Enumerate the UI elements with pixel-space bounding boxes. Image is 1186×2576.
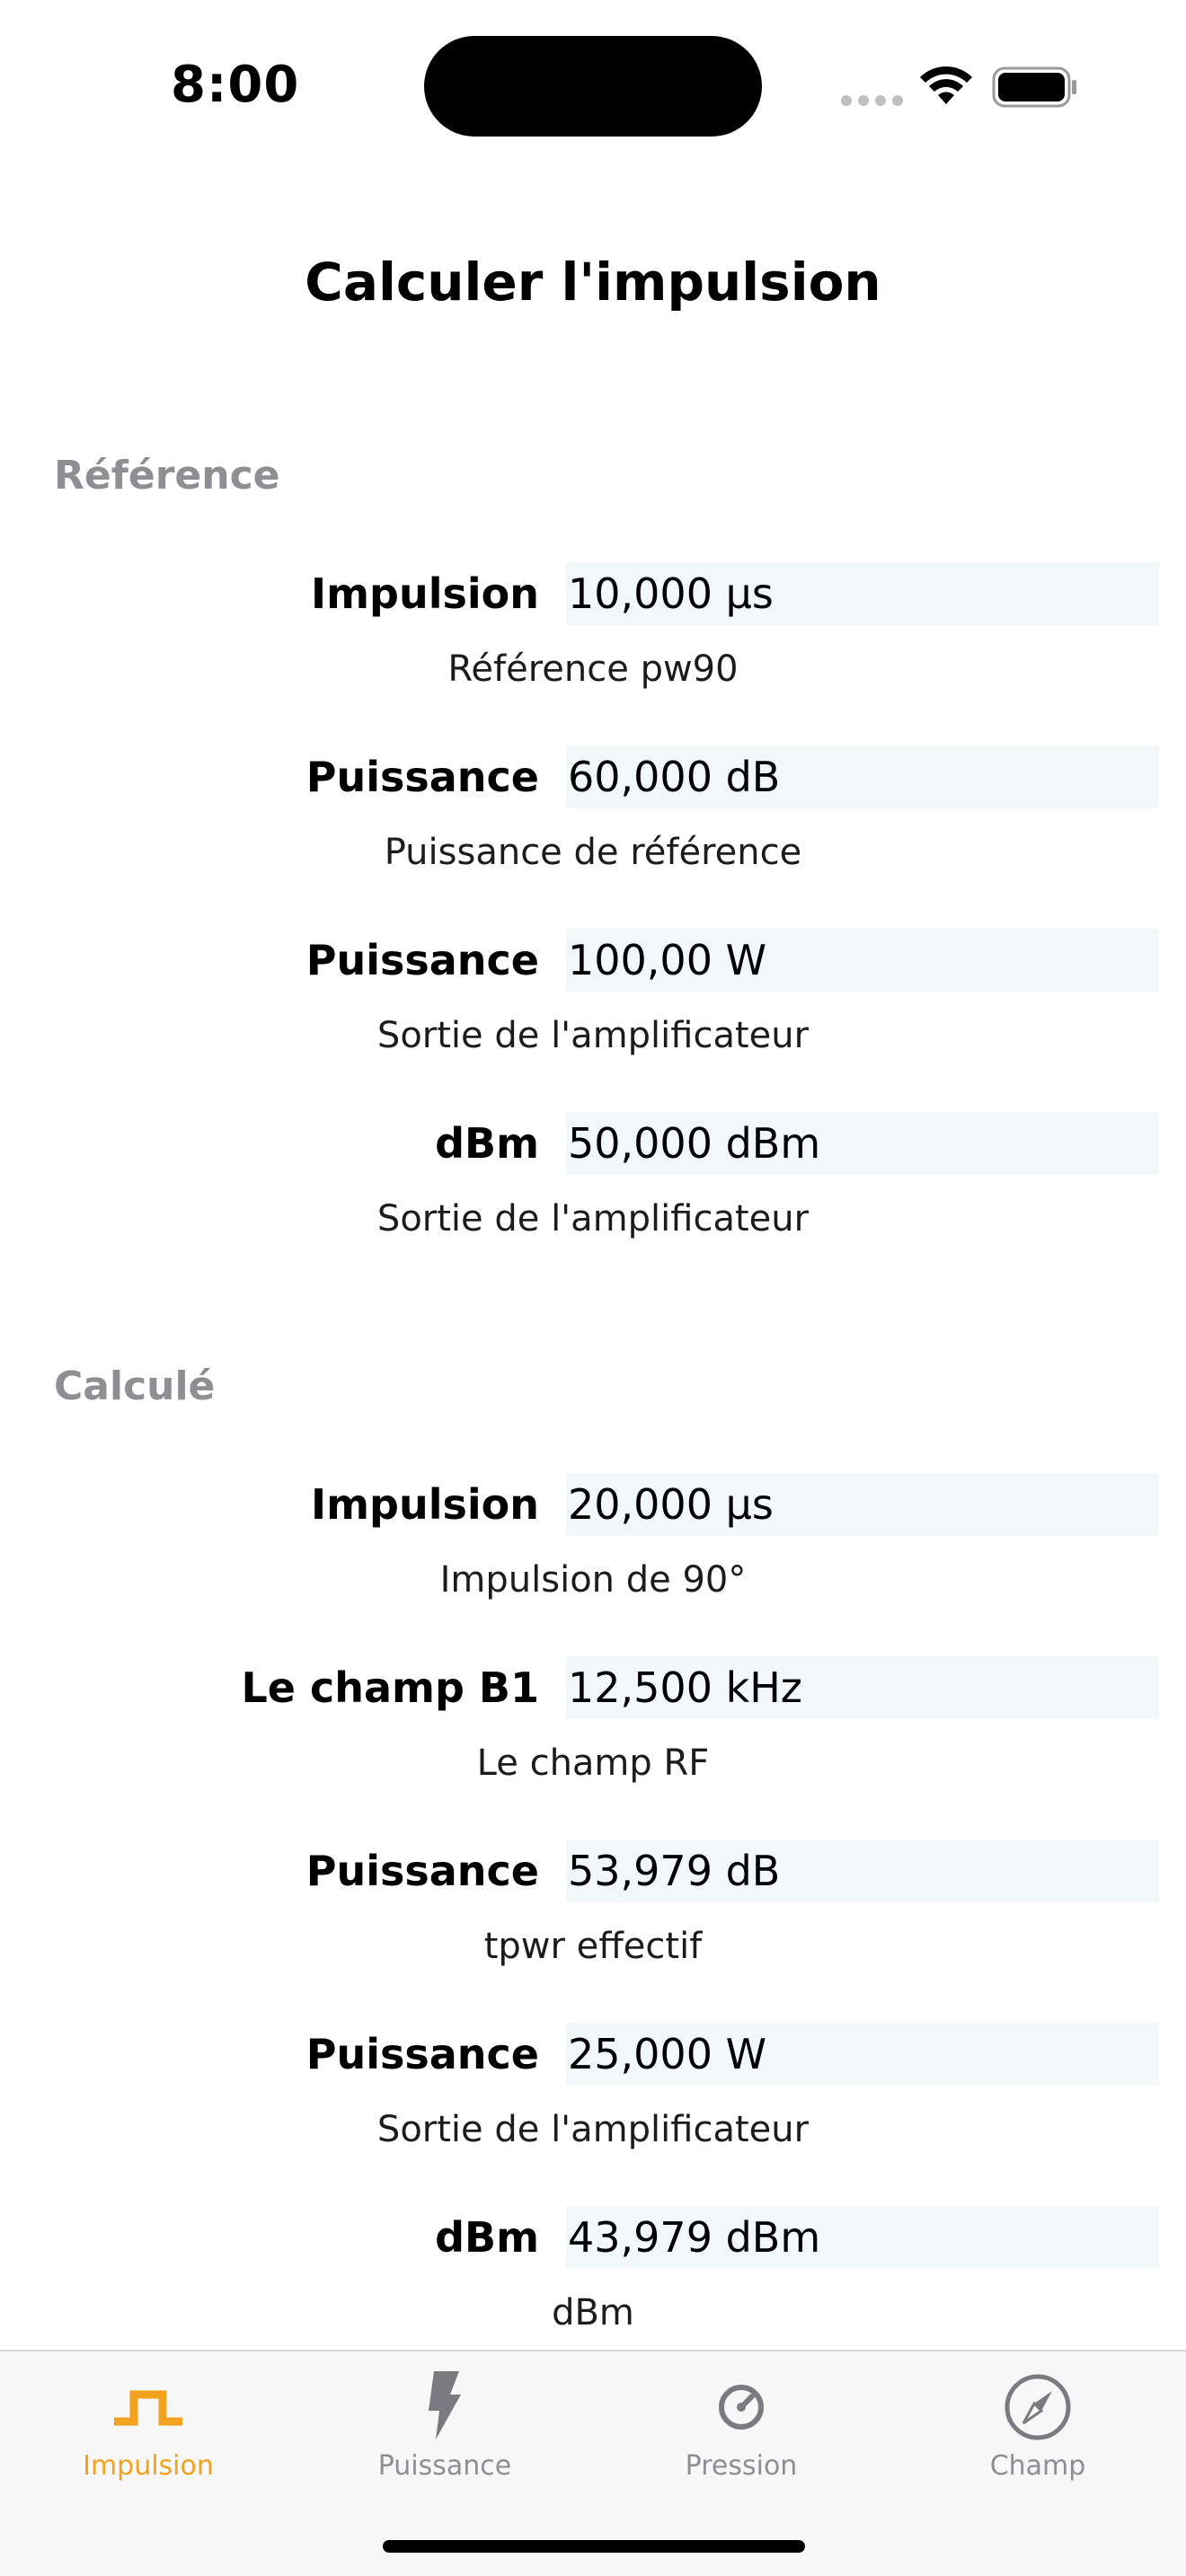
- tab-impulsion[interactable]: [0, 2351, 296, 2504]
- section-header-calculated: Calculé: [54, 1363, 216, 1409]
- gauge-icon: [705, 2369, 777, 2441]
- calculated-row-puissance-w: [0, 2023, 1186, 2166]
- row-label: Puissance: [305, 2030, 539, 2078]
- row-label: dBm: [435, 1119, 539, 1168]
- battery-icon: [992, 66, 1078, 108]
- wifi-icon: [918, 63, 974, 108]
- puissance-db-input[interactable]: 60,000 dB: [566, 745, 1159, 808]
- row-label: Impulsion: [311, 1480, 539, 1529]
- row-label: dBm: [435, 2213, 539, 2262]
- calculated-puissance-db-field[interactable]: 53,979 dB: [566, 1839, 1159, 1902]
- dbm-input[interactable]: 50,000 dBm: [566, 1112, 1159, 1175]
- bolt-icon: [409, 2369, 481, 2441]
- reference-row-dbm: [0, 1112, 1186, 1256]
- dynamic-island: [424, 36, 762, 137]
- tab-pression[interactable]: [593, 2351, 890, 2504]
- section-header-reference: Référence: [54, 453, 280, 498]
- row-caption: dBm: [552, 2292, 634, 2333]
- row-caption: tpwr effectif: [483, 1926, 703, 1967]
- calculated-row-dbm: [0, 2206, 1186, 2350]
- calculated-puissance-w-field[interactable]: 25,000 W: [566, 2023, 1159, 2086]
- row-caption: Le champ RF: [476, 1742, 710, 1784]
- calculated-row-champ-b1: [0, 1656, 1186, 1800]
- puissance-w-input[interactable]: 100,00 W: [566, 929, 1159, 992]
- calculated-champ-b1-field[interactable]: 12,500 kHz: [566, 1656, 1159, 1719]
- reference-row-puissance-w: [0, 929, 1186, 1072]
- status-time: 8:00: [171, 56, 300, 114]
- page-title: Calculer l'impulsion: [305, 251, 881, 313]
- row-caption: Sortie de l'amplificateur: [376, 1015, 810, 1056]
- calculated-row-impulsion: [0, 1473, 1186, 1617]
- impulsion-input[interactable]: 10,000 µs: [566, 562, 1159, 625]
- reference-row-puissance-db: [0, 745, 1186, 889]
- row-label: Puissance: [305, 753, 539, 801]
- tab-label: Champ: [989, 2450, 1086, 2482]
- row-label: Le champ B1: [241, 1663, 539, 1712]
- row-label: Impulsion: [311, 569, 539, 618]
- cellular-signal-icon: [841, 95, 903, 106]
- reference-row-impulsion: [0, 562, 1186, 706]
- row-caption: Sortie de l'amplificateur: [376, 2109, 810, 2150]
- row-label: Puissance: [305, 936, 539, 984]
- row-caption: Sortie de l'amplificateur: [376, 1198, 810, 1239]
- calculated-row-puissance-db: [0, 1839, 1186, 1983]
- row-caption: Impulsion de 90°: [439, 1559, 747, 1601]
- row-caption: Référence pw90: [447, 648, 739, 690]
- tab-label: Pression: [685, 2450, 798, 2482]
- row-caption: Puissance de référence: [384, 832, 802, 873]
- tab-puissance[interactable]: [296, 2351, 593, 2504]
- tab-label: Puissance: [377, 2450, 512, 2482]
- compass-icon: [1002, 2369, 1074, 2441]
- home-indicator: [383, 2540, 805, 2553]
- pulse-icon: [112, 2369, 184, 2441]
- calculated-impulsion-field[interactable]: 20,000 µs: [566, 1473, 1159, 1536]
- tab-champ[interactable]: [890, 2351, 1186, 2504]
- tab-label: Impulsion: [83, 2450, 214, 2482]
- calculated-dbm-field[interactable]: 43,979 dBm: [566, 2206, 1159, 2269]
- row-label: Puissance: [305, 1847, 539, 1895]
